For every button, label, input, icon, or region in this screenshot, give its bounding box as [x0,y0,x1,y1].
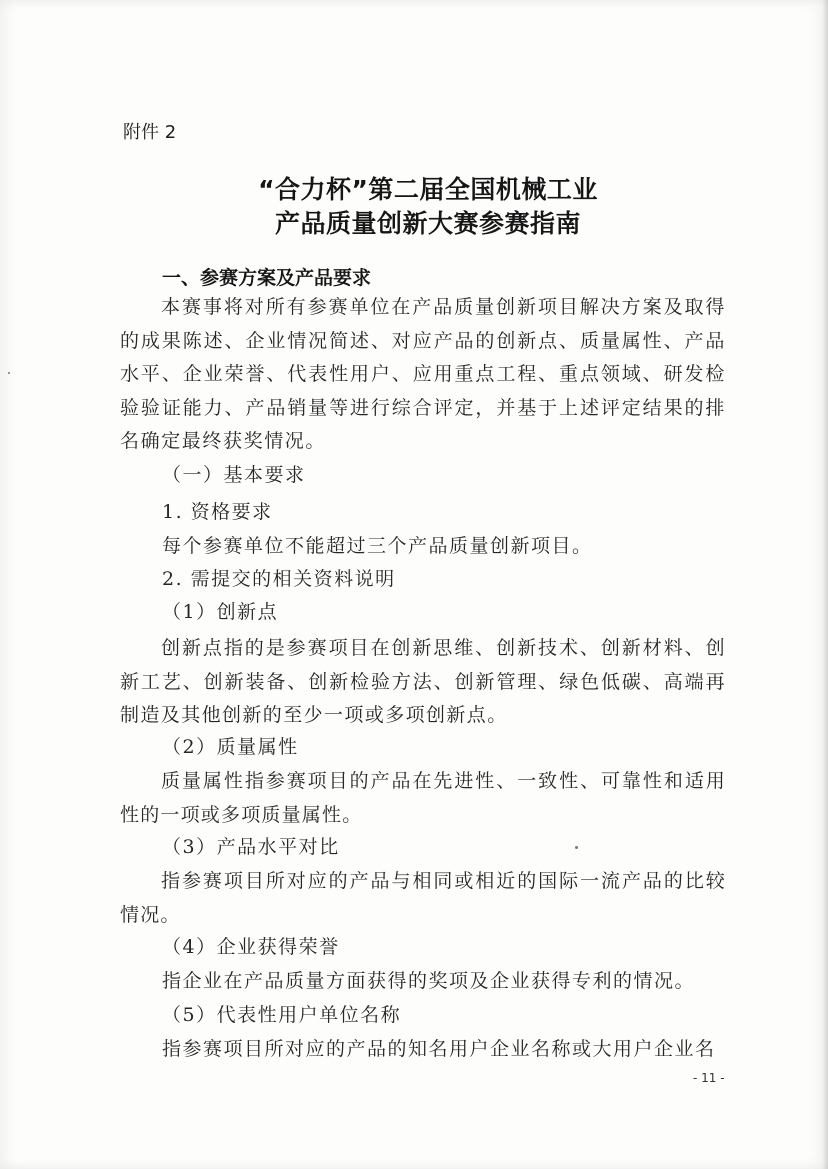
point-text-comparison: 指参赛项目所对应的产品与相同或相近的国际一流产品的比较情况。 [120,870,726,926]
point-text-users: 指参赛项目所对应的产品的知名用户企业名称或大用户企业名 [162,1038,716,1060]
item-heading-qualification: 1. 资格要求 [162,501,273,523]
scan-speck [8,372,10,374]
item-heading-materials: 2. 需提交的相关资料说明 [162,568,396,590]
point-heading-quality: （2）质量属性 [162,736,299,758]
attachment-label: 附件 2 [123,122,177,143]
document-title-line-2: 产品质量创新大赛参赛指南 [274,209,581,238]
subsection-heading: （一）基本要求 [162,464,306,486]
point-heading-comparison: （3）产品水平对比 [162,836,340,858]
document-title-line-1: “合力杯”第二届全国机械工业 [258,175,598,204]
point-text-quality: 质量属性指参赛项目的产品在先进性、一致性、可靠性和适用性的一项或多项质量属性。 [120,770,726,826]
point-heading-users: （5）代表性用户单位名称 [162,1004,402,1026]
scan-edge-shadow [822,0,828,1169]
section-heading: 一、参赛方案及产品要求 [162,267,372,289]
page-number: - 11 - [693,1071,725,1085]
intro-paragraph: 本赛事将对所有参赛单位在产品质量创新项目解决方案及取得的成果陈述、企业情况简述、对应产品的创新点、质量属性、产品水平、企业荣誉、代表性用户、应用重点工程、重点领域、研发检验验证能力、产品销量等进行综合评定，并基于上述评定结果的排名确定最终获奖情况。 [120,296,726,452]
scan-speck [575,846,578,849]
point-heading-innovation: （1）创新点 [162,601,279,623]
qualification-text: 每个参赛单位不能超过三个产品质量创新项目。 [162,535,593,557]
point-text-honors: 指企业在产品质量方面获得的奖项及企业获得专利的情况。 [162,970,696,992]
point-heading-honors: （4）企业获得荣誉 [162,936,340,958]
point-text-innovation: 创新点指的是参赛项目在创新思维、创新技术、创新材料、创新工艺、创新装备、创新检验方法、创新管理、绿色低碳、高端再制造及其他创新的至少一项或多项创新点。 [120,637,726,726]
